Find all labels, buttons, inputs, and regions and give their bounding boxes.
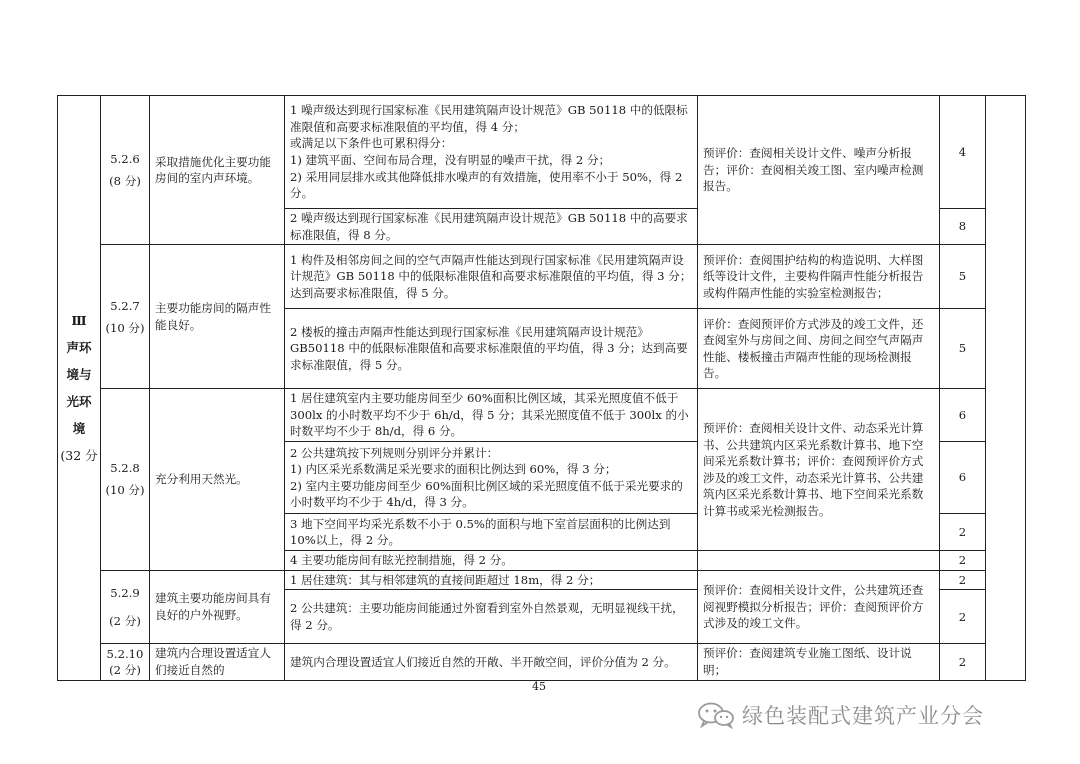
clause-id-cell xyxy=(101,644,150,680)
section-title-line: 光环 xyxy=(66,393,92,409)
criterion-text: 2) 室内主要功能房间至少 60%面积比例区域的采光照度值不低于采光要求的小时数平均不少于 4h/d，得 3 分。 xyxy=(290,478,683,510)
score-cell: 2 xyxy=(940,551,986,571)
clause-title: 采取措施优化主要功能房间的室内声环境。 xyxy=(150,96,285,245)
criterion-text: 1 居住建筑室内主要功能房间至少 60%面积比例区域，其采光照度值不低于 300lx 的小时数平均不少于 6h/d，得 5 分；其采光照度值不低于 300lx 的小时数平均不少于 8h/d，得 6 分。 xyxy=(285,389,698,442)
clause-title: 建筑主要功能房间具有良好的户外视野。 xyxy=(150,570,285,644)
evaluation-method: 评价：查阅预评价方式涉及的竣工文件，还查阅室外与房间之间、房间之间空气声隔声性能、楼板撞击声隔声性能的现场检测报告。 xyxy=(698,309,940,389)
criterion-text: 建筑内合理设置适宜人们接近自然的开敞、半开敞空间，评价分值为 2 分。 xyxy=(285,644,698,680)
clause-id: 5.2.9 xyxy=(110,586,140,601)
scoring-table xyxy=(57,95,1026,681)
wechat-icon xyxy=(696,701,736,729)
clause-points: (2 分) xyxy=(109,614,141,629)
wechat-watermark xyxy=(696,700,984,730)
section-points: (32 分 xyxy=(60,447,98,463)
score-cell: 5 xyxy=(940,309,986,389)
evaluation-method: 预评价：查阅建筑专业施工图纸、设计说明； xyxy=(698,644,940,680)
criterion-text: 2) 采用同层排水或其他降低排水噪声的有效措施，使用率不小于 50%，得 2 分。 xyxy=(290,169,683,201)
clause-points: (8 分) xyxy=(109,174,141,189)
clause-id-cell xyxy=(101,96,150,245)
score-cell: 2 xyxy=(940,570,986,590)
score-cell: 6 xyxy=(940,442,986,514)
score-cell: 2 xyxy=(940,644,986,680)
section-title-line: 声环 xyxy=(66,339,92,355)
score-cell: 5 xyxy=(940,245,986,309)
blank-column xyxy=(986,96,1026,681)
score-cell: 6 xyxy=(940,389,986,442)
criterion-text: 1) 建筑平面、空间布局合理，没有明显的噪声干扰，得 2 分； xyxy=(290,153,611,167)
section-title-line: 境 xyxy=(72,420,86,436)
evaluation-method: 预评价：查阅相关设计文件，公共建筑还查阅视野模拟分析报告；评价：查阅预评价方式涉及的竣工文件。 xyxy=(698,570,940,644)
evaluation-method-empty xyxy=(698,551,940,571)
criterion-cell xyxy=(285,442,698,514)
criterion-text: 1 构件及相邻房间之间的空气声隔声性能达到现行国家标准《民用建筑隔声设计规范》GB 50118 中的低限标准限值和高要求标准限值的平均值，得 3 分；达到高要求标准限值，得 5 分。 xyxy=(285,245,698,309)
score-cell: 8 xyxy=(940,209,986,245)
evaluation-method: 预评价：查阅围护结构的构造说明、大样图纸等设计文件，主要构件隔声性能分析报告或构件隔声性能的实验室检测报告； xyxy=(698,245,940,309)
clause-id: 5.2.8 xyxy=(110,461,140,476)
criterion-text: 2 公共建筑按下列规则分别评分并累计： xyxy=(290,445,499,460)
criterion-text: 2 公共建筑：主要功能房间能通过外窗看到室外自然景观，无明显视线干扰，得 2 分。 xyxy=(285,590,698,644)
clause-title: 建筑内合理设置适宜人们接近自然的 xyxy=(150,644,285,680)
criterion-text: 1 噪声级达到现行国家标准《民用建筑隔声设计规范》GB 50118 中的低限标准限值和高要求标准限值的平均值，得 4 分； xyxy=(290,103,688,134)
criterion-text: 1 居住建筑：其与相邻建筑的直接间距超过 18m，得 2 分； xyxy=(285,570,698,590)
clause-id-cell xyxy=(101,245,150,389)
evaluation-method: 预评价：查阅相关设计文件、动态采光计算书、公共建筑内区采光系数计算书、地下空间采光系数计算书；评价：查阅预评价方式涉及的竣工文件，动态采光计算书、公共建筑内区采光系数计算书、地下空间采光系数计算书或采光检测报告。 xyxy=(698,389,940,551)
score-cell: 4 xyxy=(940,96,986,209)
criterion-text: 2 楼板的撞击声隔声性能达到现行国家标准《民用建筑隔声设计规范》GB50118 中的低限标准限值和高要求标准限值的平均值，得 3 分；达到高要求标准限值，得 5 分。 xyxy=(285,309,698,389)
page-number: 45 xyxy=(532,680,546,693)
evaluation-method: 预评价：查阅相关设计文件、噪声分析报告；评价：查阅相关竣工图、室内噪声检测报告。 xyxy=(698,96,940,245)
clause-points: (10 分) xyxy=(105,483,145,498)
criterion-text: 3 地下空间平均采光系数不小于 0.5%的面积与地下室首层面积的比例达到 10%以上，得 2 分。 xyxy=(285,514,698,551)
criterion-text: 2 噪声级达到现行国家标准《民用建筑隔声设计规范》GB 50118 中的高要求标准限值，得 8 分。 xyxy=(285,209,698,245)
clause-title: 充分利用天然光。 xyxy=(150,389,285,571)
clause-points: (2 分) xyxy=(109,662,141,677)
criterion-text: 4 主要功能房间有眩光控制措施，得 2 分。 xyxy=(285,551,698,571)
clause-id-cell xyxy=(101,389,150,571)
clause-id: 5.2.10 xyxy=(106,646,144,661)
score-cell: 2 xyxy=(940,590,986,644)
section-title-line: 境与 xyxy=(66,366,92,382)
clause-points: (10 分) xyxy=(105,320,145,335)
section-label xyxy=(58,96,101,681)
clause-id: 5.2.7 xyxy=(110,298,140,313)
clause-id: 5.2.6 xyxy=(110,152,140,167)
clause-title: 主要功能房间的隔声性能良好。 xyxy=(150,245,285,389)
watermark-text: 绿色装配式建筑产业分会 xyxy=(742,704,984,728)
section-numeral: Ⅲ xyxy=(71,312,87,328)
criterion-text: 或满足以下条件也可累积得分： xyxy=(290,136,453,151)
clause-id-cell xyxy=(101,570,150,644)
score-cell: 2 xyxy=(940,514,986,551)
criterion-cell xyxy=(285,96,698,209)
criterion-text: 1) 内区采光系数满足采光要求的面积比例达到 60%，得 3 分； xyxy=(290,462,617,477)
